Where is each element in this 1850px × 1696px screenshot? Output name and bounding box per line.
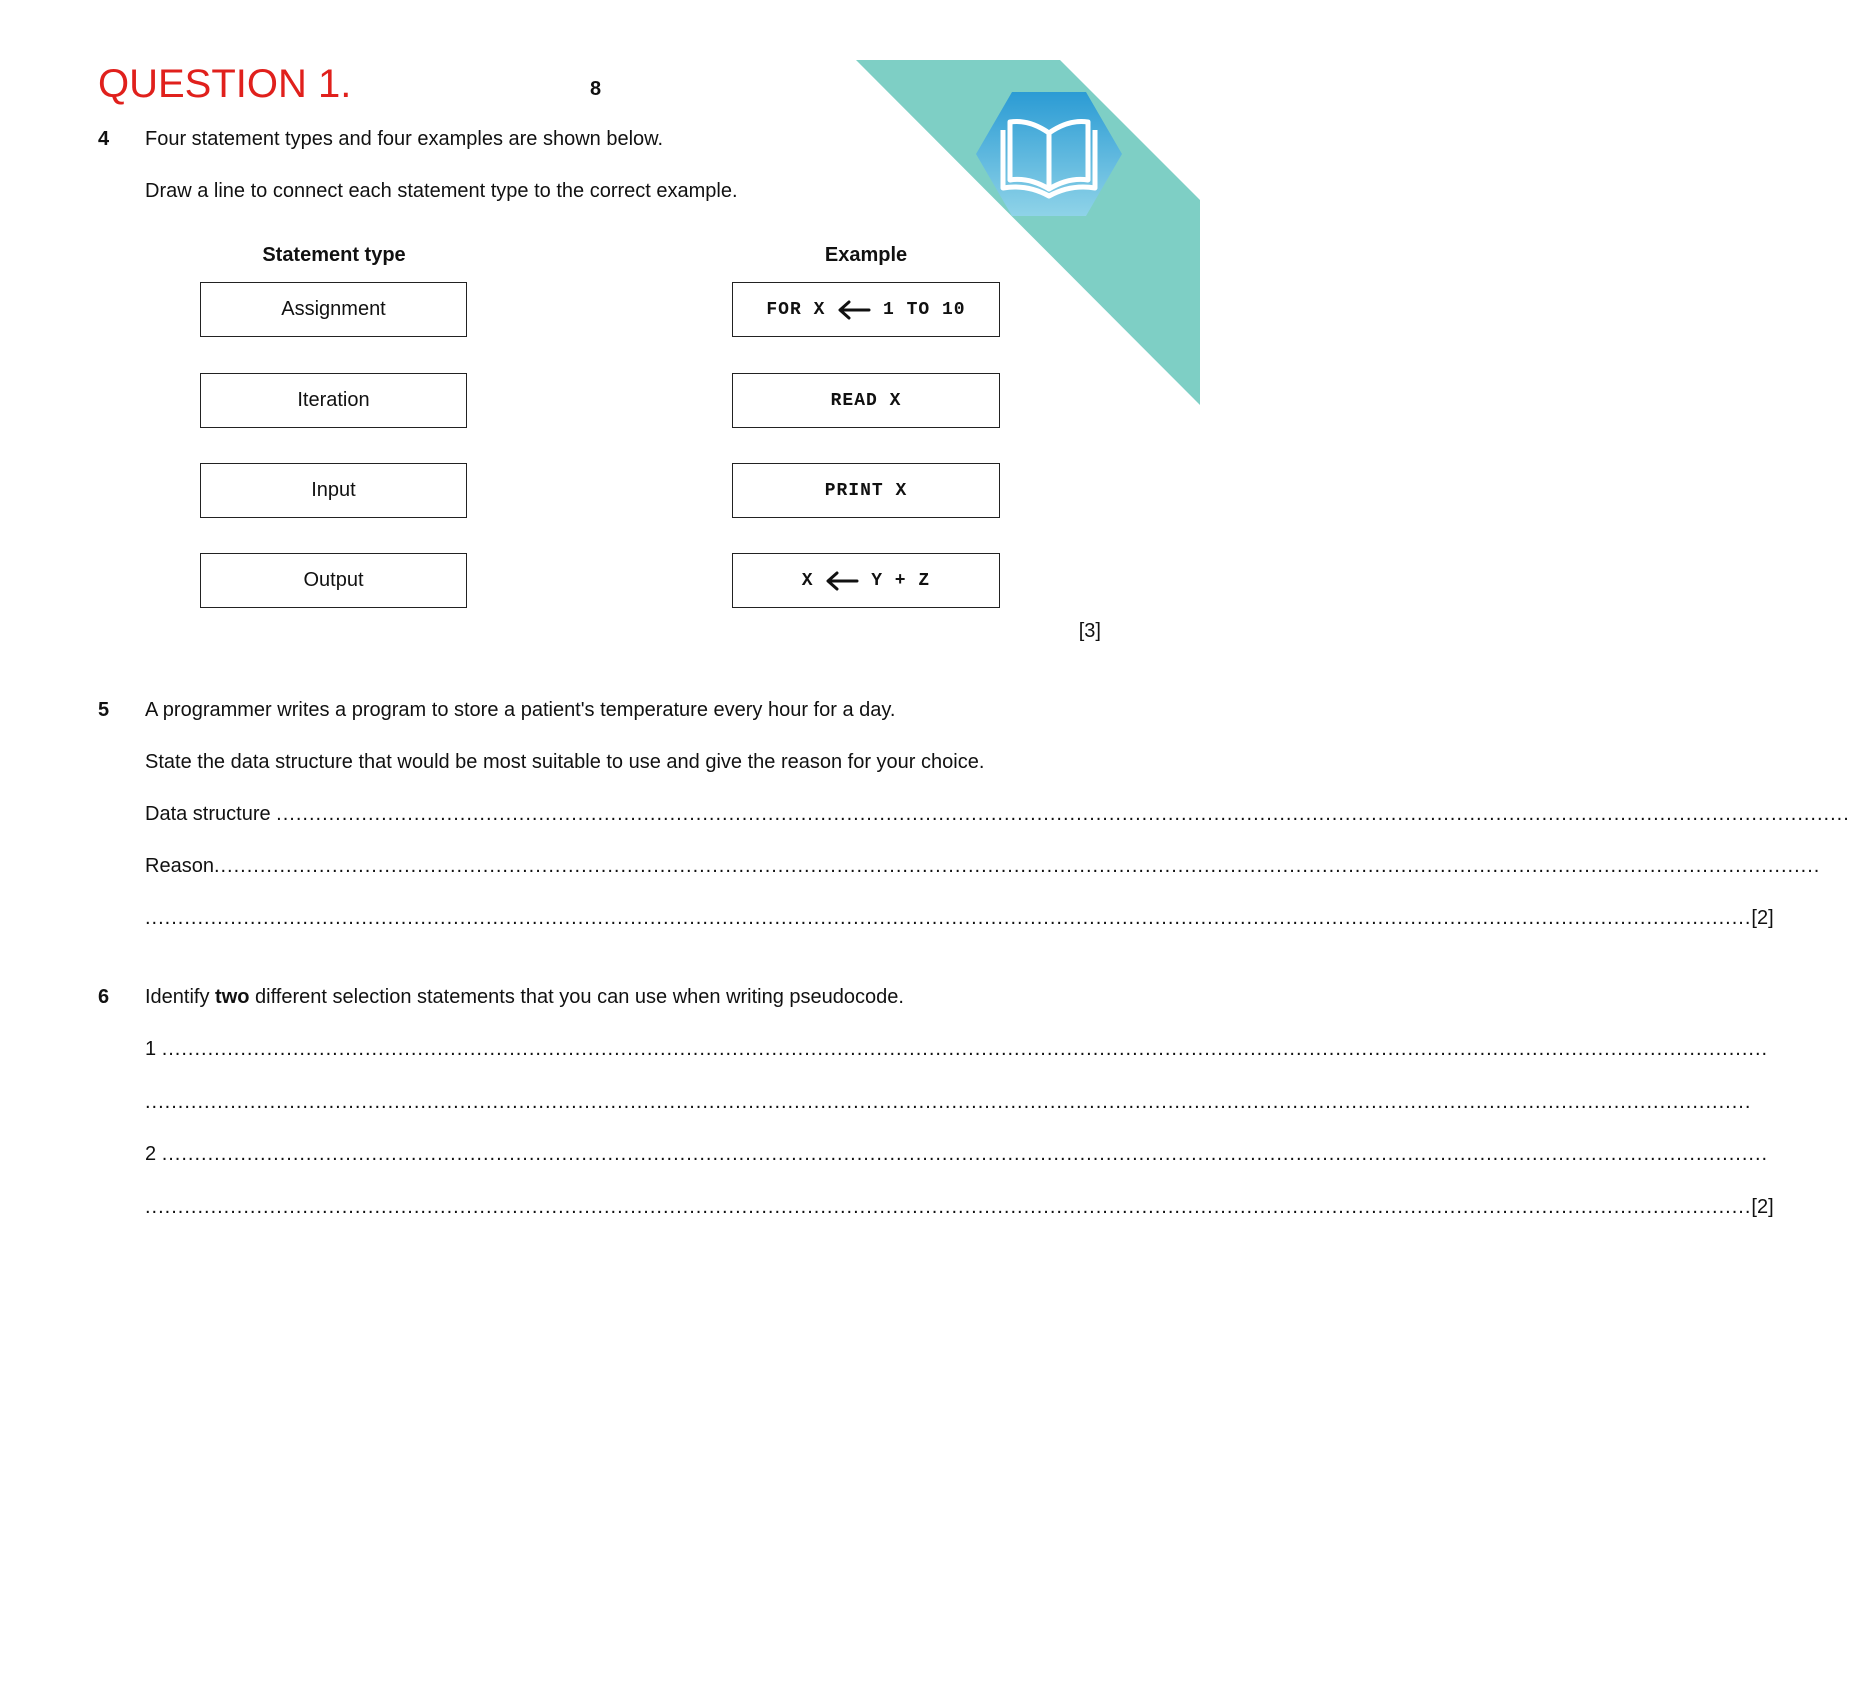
question-4-instruction: Draw a line to connect each statement type to the correct example. <box>145 180 738 202</box>
question-5-number: 5 <box>98 699 110 721</box>
selection-answer-1-line-2[interactable]: ..................................................................................................................................................................................................................................................... <box>145 1091 1752 1113</box>
question-6-text-bold: two <box>215 986 250 1008</box>
answer-1-label: 1 <box>145 1038 162 1060</box>
statement-label: Input <box>311 479 356 501</box>
reason-answer-line[interactable]: Reason ..................................................................................................................................................................................................................................................... <box>145 855 1821 877</box>
page-number: 8 <box>590 78 602 100</box>
statement-label: Assignment <box>281 298 386 320</box>
selection-answer-1-line[interactable]: 1 ..................................................................................................................................................................................................................................................... <box>145 1038 1769 1060</box>
statement-box-assignment[interactable] <box>200 282 467 337</box>
question-6-number: 6 <box>98 986 110 1008</box>
data-structure-answer-line[interactable]: Data structure ................................................................................................................................................................................................................................................ <box>145 803 1850 825</box>
example-heading: Example <box>824 244 908 266</box>
question-5-marks: [2] <box>1751 907 1774 929</box>
question-4-marks: [3] <box>1078 620 1101 642</box>
statement-box-output[interactable] <box>200 553 467 608</box>
question-6-text <box>145 984 904 1010</box>
example-code-after: 1 TO 10 <box>871 299 966 320</box>
data-structure-label: Data structure <box>145 803 277 825</box>
example-code-after: Y + Z <box>859 570 931 591</box>
statement-type-heading: Statement type <box>262 244 406 266</box>
question-4-number: 4 <box>98 128 110 150</box>
example-box-print[interactable] <box>732 463 1000 518</box>
selection-answer-2-line-2[interactable]: ..................................................................................................................................................................................................................................................... [2] <box>145 1196 1774 1218</box>
statement-label: Output <box>303 569 364 591</box>
selection-answer-2-line[interactable]: 2 ..................................................................................................................................................................................................................................................... <box>145 1143 1769 1165</box>
question-6-text-start: Identify <box>145 986 216 1008</box>
reason-label: Reason <box>145 855 214 877</box>
reason-answer-line-2[interactable]: ..................................................................................................................................................................................................................................................... [2] <box>145 907 1774 929</box>
left-arrow-icon <box>837 300 871 320</box>
example-box-for-loop[interactable] <box>732 282 1000 337</box>
question-4-intro: Four statement types and four examples are shown below. <box>145 128 664 150</box>
example-box-assign[interactable] <box>732 553 1000 608</box>
question-5-instruction: State the data structure that would be most suitable to use and give the reason for your choice. <box>145 751 985 773</box>
question-6-marks: [2] <box>1751 1196 1774 1218</box>
example-code-before: X <box>801 570 826 591</box>
example-code-before: PRINT X <box>824 480 908 501</box>
example-code-before: READ X <box>830 390 902 411</box>
question-6-text-end: different selection statements that you can use when writing pseudocode. <box>249 986 904 1008</box>
statement-label: Iteration <box>297 389 370 411</box>
example-box-read[interactable] <box>732 373 1000 428</box>
statement-box-input[interactable] <box>200 463 467 518</box>
left-arrow-icon <box>825 571 859 591</box>
example-code-before: FOR X <box>766 299 838 320</box>
question-heading: QUESTION 1. <box>98 62 352 106</box>
statement-box-iteration[interactable] <box>200 373 467 428</box>
question-5-text: A programmer writes a program to store a patient's temperature every hour for a day. <box>145 699 896 721</box>
answer-2-label: 2 <box>145 1143 162 1165</box>
